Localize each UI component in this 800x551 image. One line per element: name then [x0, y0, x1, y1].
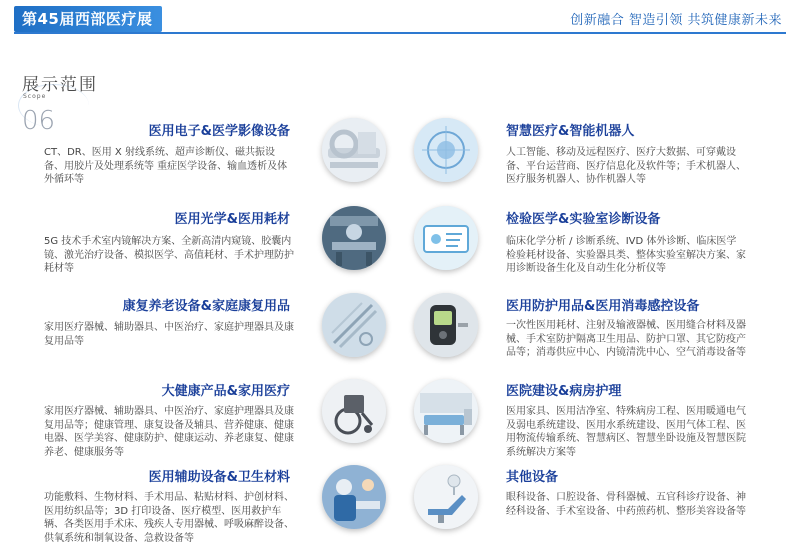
hospital-ward-icon: [414, 379, 478, 443]
left-item-3-desc: 家用医疗器械、辅助器具、中医治疗、家庭护理器具及康复用品等；健康管理、康复设备及辅具、营养健康、健康电器、医学美容、健康防护、健康运动、养老康复、健康养老、健康服务等: [44, 406, 294, 458]
left-item-2-desc: 家用医疗器械、辅助器具、中医治疗、家庭护理器具及康复用品等: [44, 322, 294, 347]
expo-title: 第45届西部医疗展: [22, 10, 153, 28]
left-item-1-title: 医用光学&医用耗材: [174, 212, 290, 227]
right-item-3-desc: 医用家具、医用洁净室、特殊病房工程、医用暖通电气及弱电系统建设、医用水系统建设、医用气体工程、医用物流传输系统、智慧病区、智慧坐卧设施及智慧医院系统解决方案等: [506, 406, 746, 458]
right-item-0-title: 智慧医疗&智能机器人: [506, 124, 635, 139]
right-item-4-title: 其他设备: [506, 470, 559, 485]
left-item-2-title: 康复养老设备&家庭康复用品: [122, 299, 290, 314]
left-item-4-title: 医用辅助设备&卫生材料: [148, 470, 290, 485]
right-item-2-title: 医用防护用品&医用消毒感控设备: [506, 299, 700, 314]
lab-diagnosis-icon: [414, 206, 478, 270]
right-item-0-desc: 人工智能、移动及远程医疗、医疗大数据、可穿戴设备、平台运营商、医疗信息化及软件等；手术机器人、医疗服务机器人、协作机器人等: [506, 147, 746, 185]
section-title: 展示范围: [22, 75, 98, 95]
right-item-1-desc: 临床化学分析 / 诊断系统、IVD 体外诊断、临床医学检验耗材设备、实验器具类、整体实验室解决方案、家用诊断设备生化及自动生化分析仪等: [506, 236, 746, 274]
right-item-1-title: 检验医学&实验室诊断设备: [506, 212, 661, 227]
imaging-room-icon: [322, 118, 386, 182]
right-item-3-title: 医院建设&病房护理: [506, 384, 622, 399]
section-number: 06: [22, 106, 56, 136]
left-item-0-desc: CT、DR、医用 X 射线系统、超声诊断仪、磁共振设备、用胶片及处理系统等 重症医学设备、输血透析及体外循环等: [44, 147, 288, 185]
wheelchair-icon: [322, 379, 386, 443]
surgical-instruments-icon: [322, 293, 386, 357]
header-divider: [14, 32, 786, 34]
surgery-scene-icon: [322, 465, 386, 529]
glucose-meter-icon: [414, 293, 478, 357]
right-item-4-desc: 眼科设备、口腔设备、骨科器械、五官科诊疗设备、神经科设备、手术室设备、中药煎药机、整形美容设备等: [506, 492, 746, 517]
left-item-0-title: 医用电子&医学影像设备: [148, 124, 290, 139]
left-item-1-desc: 5G 技术手术室内镜解决方案、全新高清内窥镜、胶囊内镜、激光治疗设备、模拟医学、高值耗材、手术护理防护耗材等: [44, 236, 294, 274]
right-item-2-desc: 一次性医用耗材、注射及输液器械、医用缝合材料及器械、手术室防护隔离卫生用品、防护口罩、其它防疫产品等；消毒供应中心、内镜清洗中心、空气消毒设备等: [506, 320, 746, 358]
slogan: 创新融合 智造引领 共筑健康新未来: [570, 13, 782, 28]
section-subtitle: Scope: [23, 93, 47, 100]
smart-healthcare-icon: [414, 118, 478, 182]
left-item-3-title: 大健康产品&家用医疗: [161, 384, 290, 399]
operating-room-icon: [322, 206, 386, 270]
header-bar: [0, 0, 800, 36]
left-item-4-desc: 功能敷料、生物材料、手术用品、粘贴材料、护创材料、医用纺织品等；3D 打印设备、医疗模型、医用救护车辆、各类医用手术床、残疾人专用器械、呼吸麻醉设备、供氧系统和制氧设备、急救设备等: [44, 492, 294, 544]
dental-chair-icon: [414, 465, 478, 529]
